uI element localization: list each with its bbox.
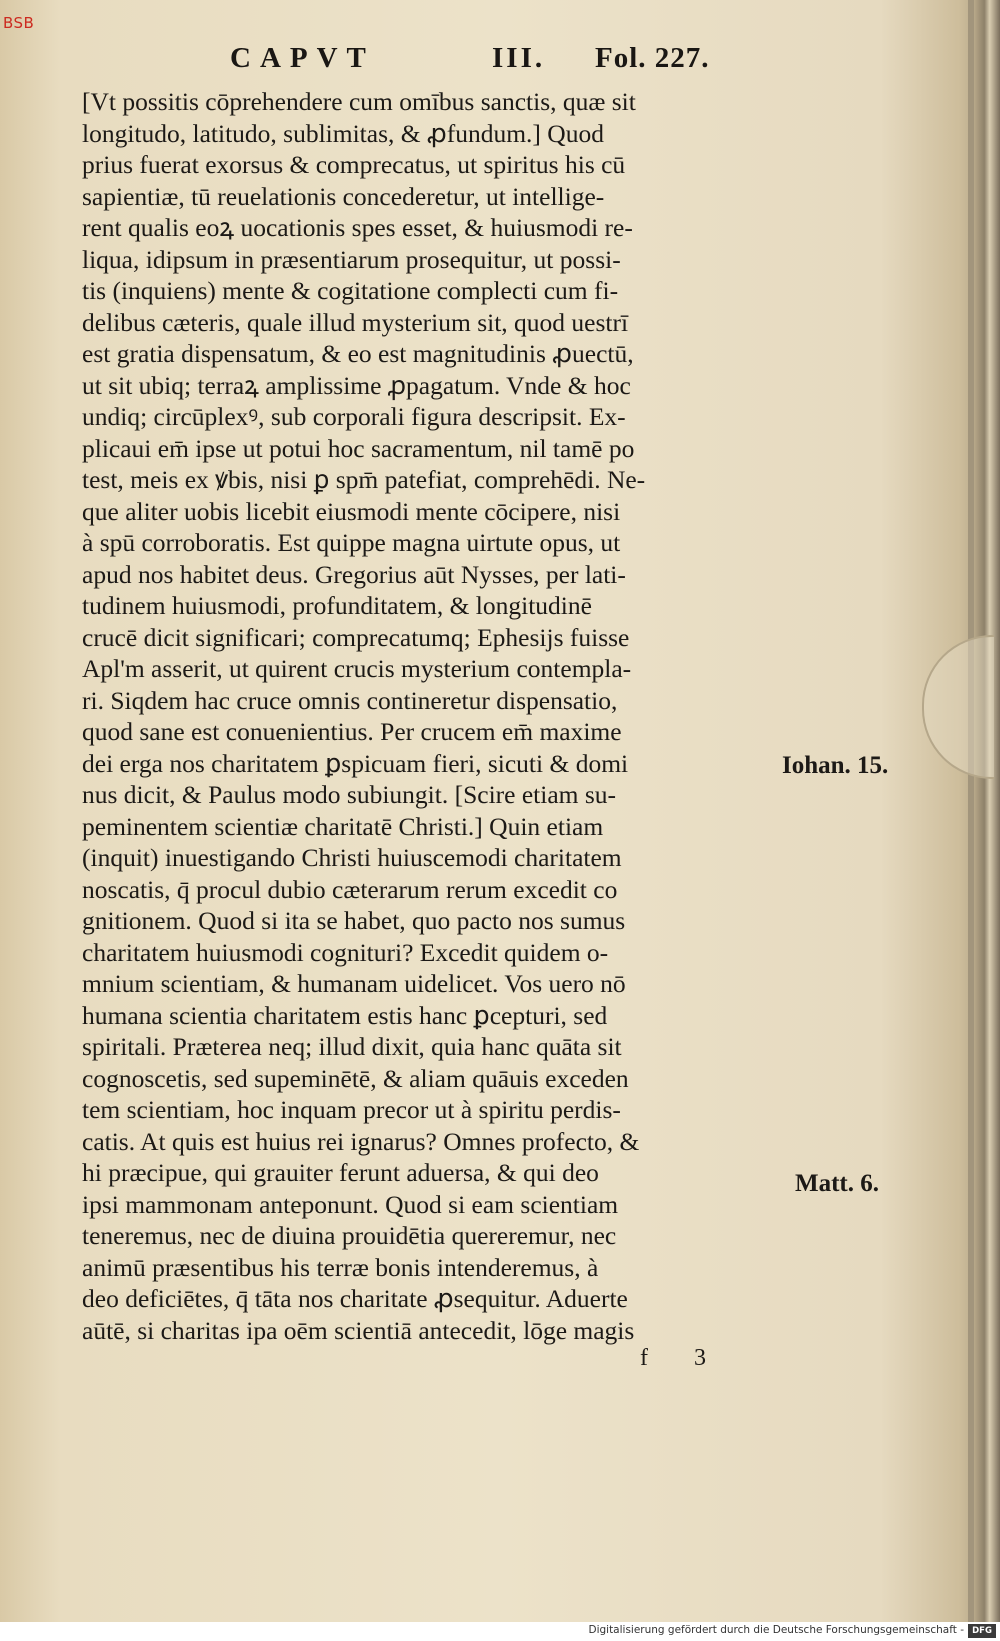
text-line: test, meis ex ꝟbis, nisi ꝑ spm̄ patefiat, comprehēdi. Ne- — [82, 465, 646, 494]
text-line: crucē dicit significari; comprecatumq; Ephesijs fuisse — [82, 622, 630, 652]
text-line: delibus cæteris, quale illud mysterium sit, quod uestrī — [82, 307, 629, 337]
text-line: que aliter uobis licebit eiusmodi mente cōcipere, nisi — [82, 496, 621, 526]
header-folio: Fol. 227. — [595, 42, 710, 74]
text-line: rent qualis eoꝝ uocationis spes esset, & huiusmodi re- — [82, 213, 633, 242]
text-line: [Vt possitis cōprehendere cum omībus sanctis, quæ sit — [82, 87, 636, 116]
text-line: hi præcipue, qui grauiter ferunt aduersa, & qui deo — [82, 1158, 599, 1187]
text-line: ipsi mammonam anteponunt. Quod si eam scientiam — [82, 1189, 619, 1219]
text-line: animū præsentibus his terræ bonis intenderemus, à — [82, 1252, 599, 1282]
page-edge — [974, 0, 1000, 1622]
text-line: ut sit ubiq; terraꝝ amplissime ꝓpagatum. Vnde & hoc — [82, 370, 631, 400]
text-line: cognoscetis, sed supeminētē, & aliam quāuis exceden — [82, 1063, 629, 1093]
text-line: prius fuerat exorsus & comprecatus, ut spiritus his cū — [82, 150, 626, 179]
text-line: spiritali. Præterea neq; illud dixit, quia hanc quāta sit — [82, 1032, 622, 1061]
main-text-block — [82, 86, 777, 1346]
text-line: plicaui em̄ ipse ut potui hoc sacramentum, nil tamē po — [82, 433, 635, 463]
text-line: catis. At quis est huius rei ignarus? Omnes profecto, & — [82, 1126, 640, 1156]
text-line: aūtē, si charitas ipa oēm scientiā antecedit, lōge magis — [82, 1315, 635, 1345]
text-line: tis (inquiens) mente & cogitatione complecti cum fi- — [82, 276, 619, 305]
text-line: quod sane est conuenientius. Per crucem em̄ maxime — [82, 717, 622, 746]
text-line: est gratia dispensatum, & eo est magnitudinis ꝓuectū, — [82, 339, 634, 368]
text-line: undiq; circūplexꝰ, sub corporali figura descripsit. Ex- — [82, 402, 626, 431]
text-line: apud nos habitet deus. Gregorius aūt Nysses, per lati- — [82, 559, 626, 589]
text-line: mnium scientiam, & humanam uidelicet. Vos uero nō — [82, 969, 626, 998]
header-chapter-number: III. — [492, 42, 546, 74]
text-line: liqua, idipsum in præsentiarum prosequitur, ut possi- — [82, 244, 621, 274]
margin-note-matt: Matt. 6. — [795, 1170, 879, 1197]
footer-credit: Digitalisierung gefördert durch die Deutsche Forschungsgemeinschaft - — [588, 1624, 964, 1636]
text-line: longitudo, latitudo, sublimitas, & ꝓfundum.] Quod — [82, 118, 604, 148]
text-line: charitatem huiusmodi cognituri? Excedit quidem o- — [82, 937, 609, 967]
text-line: humana scientia charitatem estis hanc ꝑcepturi, sed — [82, 1000, 608, 1030]
text-line: peminentem scientiæ charitatē Christi.] Quin etiam — [82, 811, 604, 841]
text-line: teneremus, nec de diuina prouidētia quereremur, nec — [82, 1221, 617, 1250]
running-header — [230, 42, 730, 82]
text-line: ri. Siqdem hac cruce omnis contineretur dispensatio, — [82, 685, 618, 715]
bsb-watermark: BSB — [3, 14, 35, 32]
text-line: tem scientiam, hoc inquam precor ut à spiritu perdis- — [82, 1095, 621, 1124]
page-tab-mark — [922, 635, 994, 779]
text-line: noscatis, q̄ procul dubio cæterarum rerum excedit co — [82, 874, 618, 904]
header-caput: CAPVT — [230, 42, 375, 74]
text-line: dei erga nos charitatem ꝑspicuam fieri, sicuti & domi — [82, 748, 629, 778]
dfg-logo: DFG — [968, 1624, 996, 1638]
margin-note-iohan: Iohan. 15. — [782, 752, 889, 779]
signature-mark: f 3 — [640, 1345, 726, 1371]
footer-bar — [0, 1622, 1000, 1641]
text-line: gnitionem. Quod si ita se habet, quo pacto nos sumus — [82, 906, 626, 935]
text-line: nus dicit, & Paulus modo subiungit. [Scire etiam su- — [82, 780, 617, 809]
text-line: Apl'm asserit, ut quirent crucis mysterium contempla- — [82, 654, 632, 683]
text-line: deo deficiētes, q̄ tāta nos charitate ꝓsequitur. Aduerte — [82, 1284, 628, 1313]
text-line: à spū corroboratis. Est quippe magna uirtute opus, ut — [82, 528, 621, 557]
text-line: tudinem huiusmodi, profunditatem, & longitudinē — [82, 591, 592, 620]
text-line: (inquit) inuestigando Christi huiuscemodi charitatem — [82, 843, 622, 872]
text-line: sapientiæ, tū reuelationis concederetur, ut intellige- — [82, 181, 605, 211]
